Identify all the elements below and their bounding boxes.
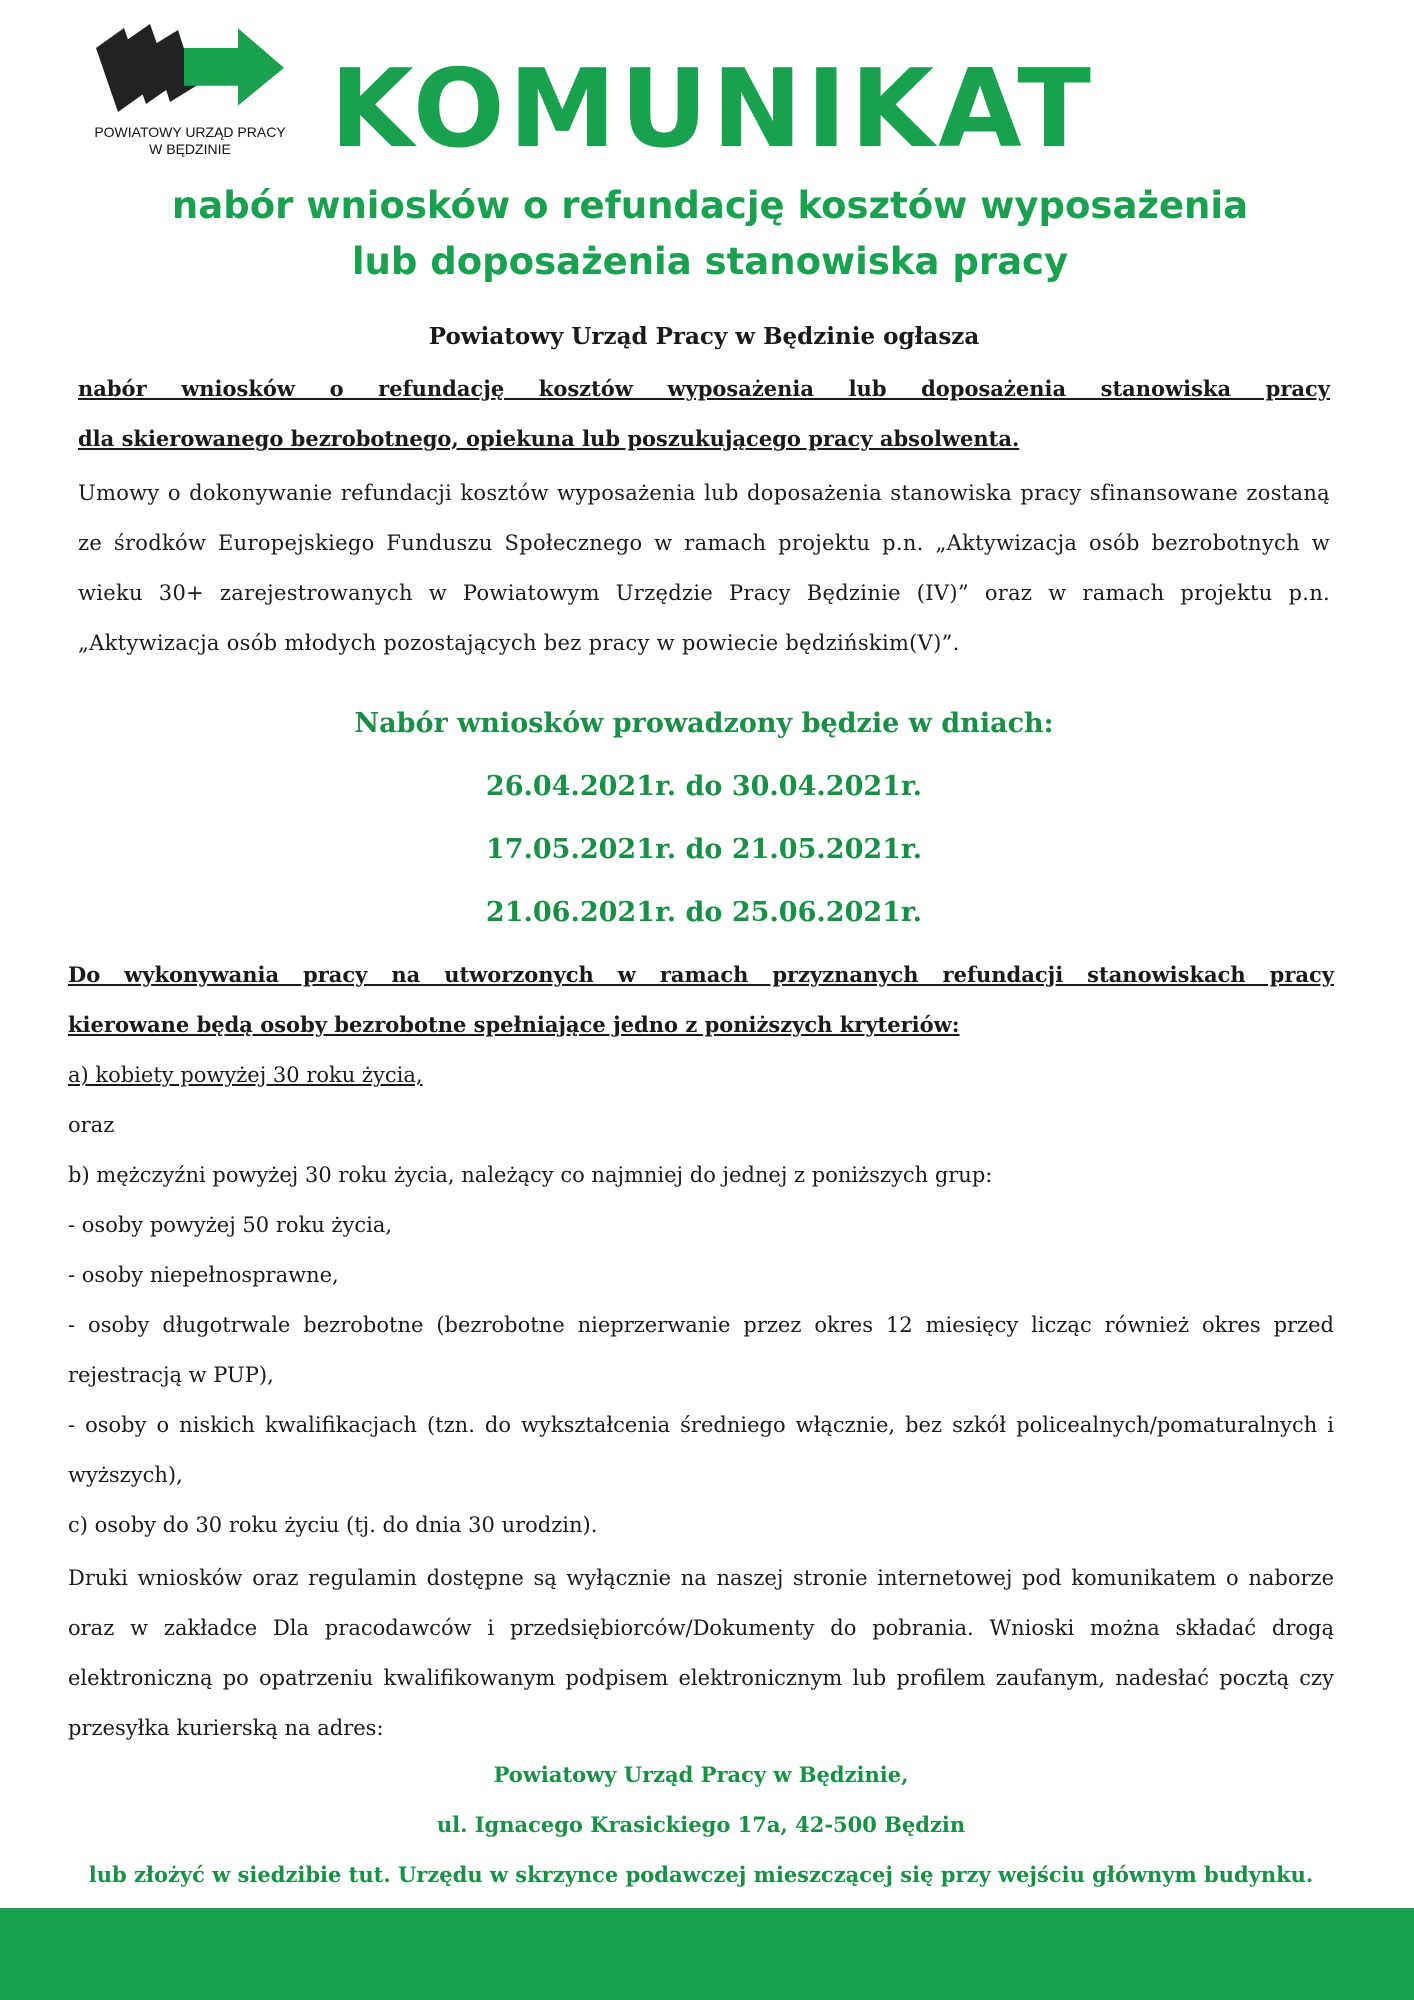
footer-bar	[0, 1908, 1414, 2000]
criterion-b4: - osoby o niskich kwalifikacjach (tzn. do wykształcenia średniego włącznie, bez szkół policealnych/pomaturalnych i wyższych),	[68, 1413, 1334, 1487]
lead-paragraph	[78, 364, 1330, 464]
page-title: KOMUNIKAT	[330, 47, 1095, 172]
criterion-c: c) osoby do 30 roku życiu (tj. do dnia 30 urodzin).	[68, 1513, 598, 1537]
address-line-1: Powiatowy Urząd Pracy w Będzinie,	[493, 1762, 909, 1787]
subtitle-line-1: nabór wniosków o refundację kosztów wyposażenia	[171, 184, 1249, 227]
lead-line-1: nabór wniosków o refundację kosztów wyposażenia lub doposażenia stanowiska pracy	[78, 376, 1330, 401]
date-range-3: 21.06.2021r. do 25.06.2021r.	[485, 897, 923, 928]
address-line-2: ul. Ignacego Krasickiego 17a, 42-500 Będzin	[436, 1812, 966, 1837]
lead-line-2: dla skierowanego bezrobotnego, opiekuna lub poszukującego pracy absolwenta.	[78, 426, 1020, 451]
criterion-oraz: oraz	[68, 1113, 115, 1137]
criterion-a: a) kobiety powyżej 30 roku życia,	[68, 1063, 423, 1087]
announcement: Powiatowy Urząd Pracy w Będzinie ogłasza	[428, 323, 980, 350]
logo-line-1: POWIATOWY URZĄD PRACY	[94, 124, 286, 140]
dates-block	[78, 693, 1330, 944]
logo	[80, 20, 300, 160]
criterion-b2: - osoby niepełnosprawne,	[68, 1263, 339, 1287]
address-line-3: lub złożyć w siedzibie tut. Urzędu w skrzynce podawczej mieszczącej się przy wejściu głównym budynku.	[88, 1862, 1314, 1887]
subtitle-line-2: lub doposażenia stanowiska pracy	[351, 240, 1069, 283]
dates-heading: Nabór wniosków prowadzony będzie w dniach:	[354, 708, 1054, 739]
criteria-heading-2: kierowane będą osoby bezrobotne spełniające jedno z poniższych kryteriów:	[68, 1012, 960, 1037]
logo-graphic	[88, 20, 298, 120]
criterion-b1: - osoby powyżej 50 roku życia,	[68, 1213, 393, 1237]
address-block	[68, 1750, 1334, 1900]
criterion-b: b) mężczyźni powyżej 30 roku życia, należący co najmniej do jednej z poniższych grup:	[68, 1163, 993, 1187]
funding-paragraph: Umowy o dokonywanie refundacji kosztów wyposażenia lub doposażenia stanowiska pracy sfinansowane zostaną ze środków Europejskiego Funduszu Społecznego w ramach projektu p.n. „Aktywizacja osób bezrobotnych w wieku 30+ zarejestrowanych w Powiatowym Urzędzie Pracy Będzinie (IV)” oraz w ramach projektu p.n. „Aktywizacja osób młodych pozostających bez pracy w powiecie będzińskim(V)”.	[78, 481, 1330, 655]
subtitle	[80, 178, 1340, 290]
criteria-heading-1: Do wykonywania pracy na utworzonych w ramach przyznanych refundacji stanowiskach pracy	[68, 962, 1334, 987]
date-range-1: 26.04.2021r. do 30.04.2021r.	[485, 771, 923, 802]
date-range-2: 17.05.2021r. do 21.05.2021r.	[485, 834, 923, 865]
arrow-right-icon	[184, 28, 284, 105]
criteria-section	[68, 950, 1334, 1550]
criterion-b3: - osoby długotrwale bezrobotne (bezrobotne nieprzerwanie przez okres 12 miesięcy licząc również okres przed rejestracją w PUP),	[68, 1313, 1334, 1387]
logo-line-2: W BĘDZINIE	[149, 141, 231, 157]
documents-paragraph: Druki wniosków oraz regulamin dostępne są wyłącznie na naszej stronie internetowej pod komunikatem o naborze oraz w zakładce Dla pracodawców i przedsiębiorców/Dokumenty do pobrania. Wnioski można składać drogą elektroniczną po opatrzeniu kwalifikowanym podpisem elektronicznym lub profilem zaufanym, nadesłać pocztą czy przesyłka kurierską na adres:	[68, 1566, 1334, 1740]
logo-caption	[80, 124, 300, 158]
